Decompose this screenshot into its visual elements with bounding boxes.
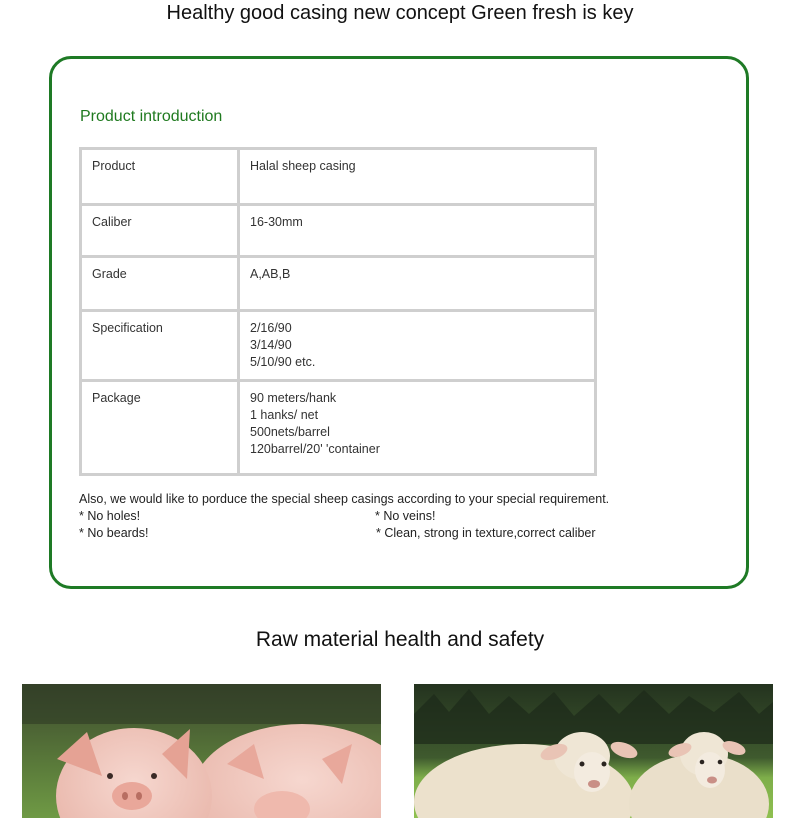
row-label: Product <box>81 149 239 205</box>
row-label: Package <box>81 381 239 475</box>
table-row <box>81 381 596 475</box>
table-row <box>81 311 596 381</box>
feature-no-veins: * No veins! <box>375 509 436 523</box>
row-value <box>239 311 596 381</box>
value-line: 500nets/barrel <box>250 425 330 439</box>
special-requirement-note: Also, we would like to porduce the special sheep casings according to your special requirement. <box>79 492 610 506</box>
value-line: 5/10/90 etc. <box>250 355 316 369</box>
row-value <box>239 149 596 205</box>
row-label: Grade <box>81 257 239 311</box>
value-line: 2/16/90 <box>250 321 292 335</box>
row-value <box>239 381 596 475</box>
value-line: 3/14/90 <box>250 338 292 352</box>
section-title-raw-material: Raw material health and safety <box>255 628 545 651</box>
table-row <box>81 205 596 257</box>
row-label: Specification <box>81 311 239 381</box>
value-line: 1 hanks/ net <box>250 408 319 422</box>
table-row <box>81 257 596 311</box>
spec-table <box>79 147 597 476</box>
feature-no-beards: * No beards! <box>79 526 149 540</box>
value-line: A,AB,B <box>250 267 291 281</box>
row-value <box>239 257 596 311</box>
product-intro-title: Product introduction <box>80 108 223 125</box>
feature-no-holes: * No holes! <box>79 509 141 523</box>
pigs-photo <box>22 684 381 818</box>
value-line: 90 meters/hank <box>250 391 337 405</box>
value-line: Halal sheep casing <box>250 159 356 173</box>
page-headline: Healthy good casing new concept Green fresh is key <box>166 2 634 24</box>
row-label: Caliber <box>81 205 239 257</box>
row-value <box>239 205 596 257</box>
value-line: 16-30mm <box>250 215 303 229</box>
value-line: 120barrel/20' 'container <box>250 442 380 456</box>
feature-quality: * Clean, strong in texture,correct caliber <box>376 526 596 540</box>
sheep-photo <box>414 684 773 818</box>
table-row <box>81 149 596 205</box>
